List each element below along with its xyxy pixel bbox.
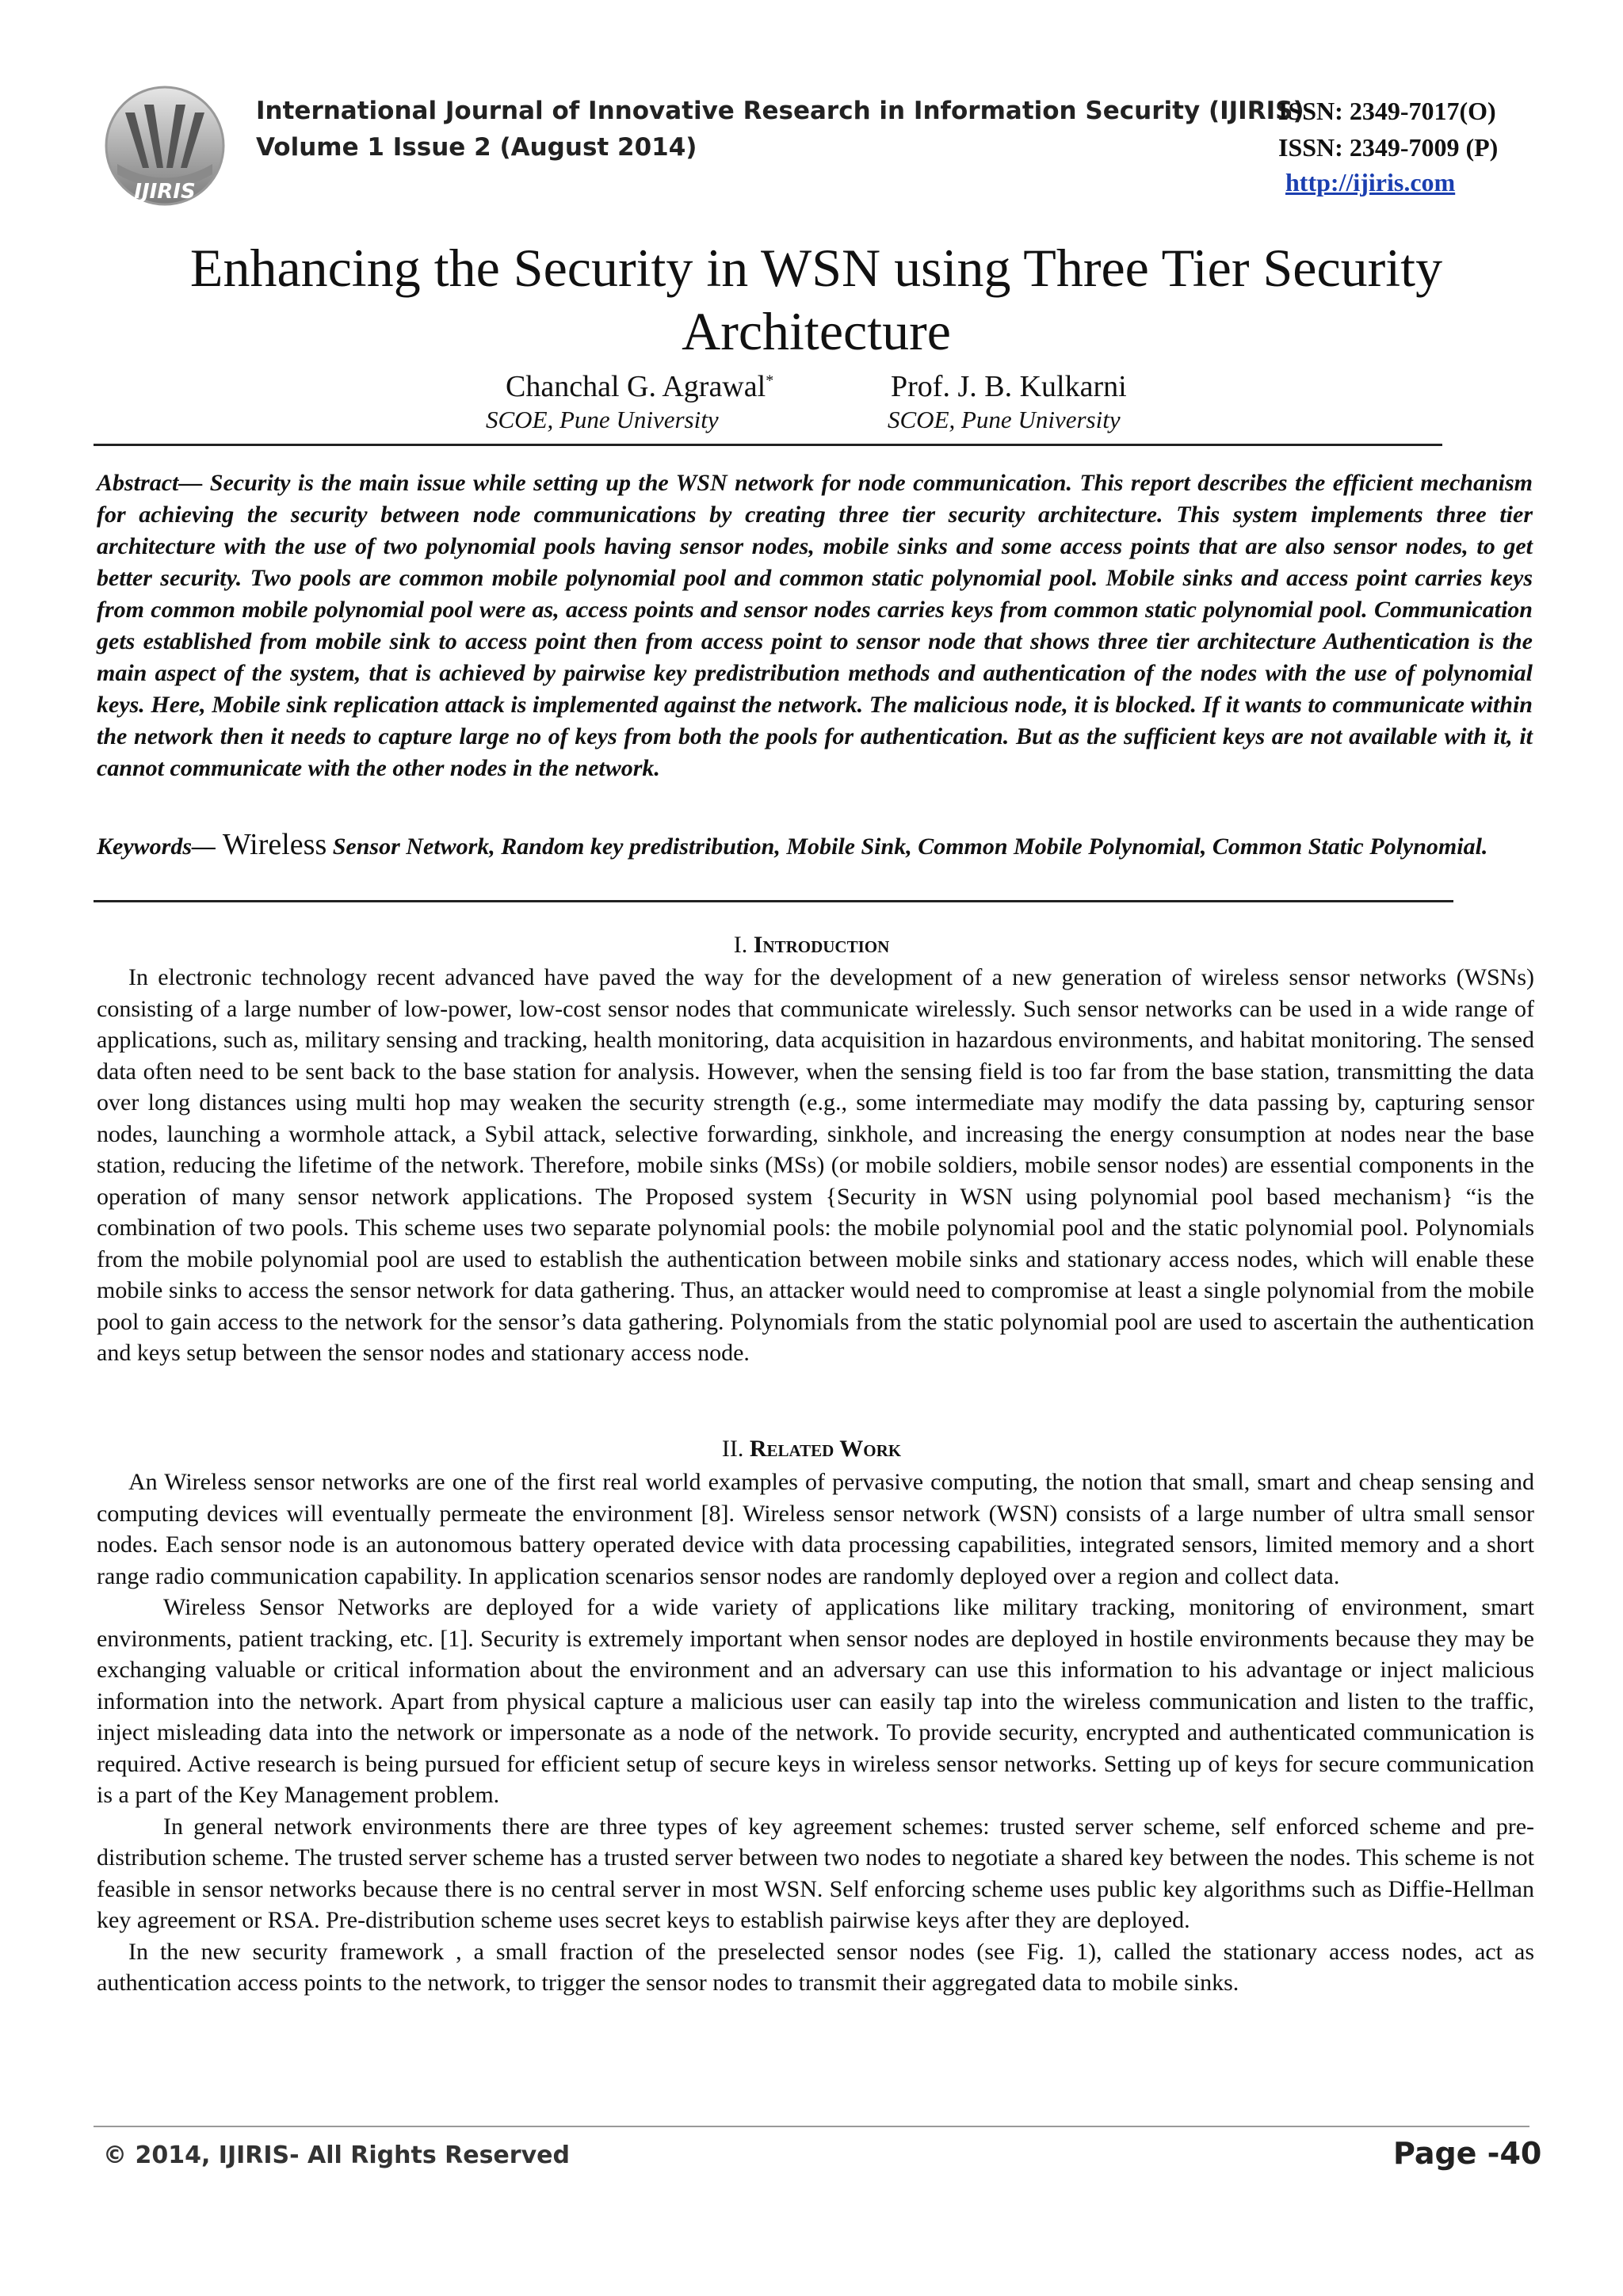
section-heading-introduction — [0, 932, 1623, 959]
abstract-divider — [94, 900, 1453, 902]
journal-volume: Volume 1 Issue 2 (August 2014) — [256, 133, 697, 162]
paragraph: In general network environments there are three types of key agreement schemes: trusted server scheme, self enforced scheme and pre-distribution scheme. The trusted server scheme has a trusted server between two nodes to negotiate a shared key between the nodes. This scheme is not feasible in sensor networks because there is no central server in most WSN. Self enforcing scheme uses public key algorithms such as Diffie-Hellman key agreement or RSA. Pre-distribution scheme uses secret keys to establish pairwise keys after they are deployed. — [97, 1813, 1534, 1933]
journal-url-link[interactable]: http://ijiris.com — [1285, 168, 1456, 196]
paragraph: An Wireless sensor networks are one of the first real world examples of pervasive computing, the notion that small, smart and cheap sensing and computing devices will eventually permeate the environment [8]. Wireless sensor network (WSN) consists of a large number of ultra small sensor nodes. Each sensor node is an autonomous battery operated device with data processing capabilities, integrated sensors, limited memory and a short range radio communication capability. In application scenarios sensor nodes are randomly deployed over a region and collect data. — [97, 1469, 1534, 1589]
footer-divider — [94, 2126, 1529, 2127]
author-2 — [891, 369, 1127, 404]
section-number: II. — [721, 1436, 744, 1462]
paragraph: In the new security framework , a small fraction of the preselected sensor nodes (see Fig. 1), called the stationary access nodes, act as authentication access points to the network, to trigger the sensor nodes to transmit their aggregated data to mobile sinks. — [97, 1938, 1534, 1996]
issn-print: ISSN: 2349-7009 (P) — [1278, 133, 1499, 162]
journal-name: International Journal of Innovative Research in Information Security (IJIRIS) — [256, 97, 1304, 125]
title-divider — [94, 444, 1442, 446]
keywords-label: Keywords— — [97, 833, 216, 860]
author-2-name: Prof. J. B. Kulkarni — [891, 370, 1127, 403]
paragraph: Wireless Sensor Networks are deployed for a wide variety of applications like military tracking, monitoring of environment, smart environments, patient tracking, etc. [1]. Security is extremely important when sensor nodes are deployed in hostile environments because they may be exchanging valuable or critical information about the environment and an adversary can use this information to his advantage or inject malicious information into the network. Apart from physical capture a malicious user can easily tap into the wireless communication and listen to the traffic, inject misleading data into the network or impersonate as a node of the network. To provide security, encrypted and authenticated communication is required. Active research is being pursued for efficient setup of secure keys in wireless sensor networks. Setting up of keys for secure communication is a part of the Key Management problem. — [97, 1594, 1534, 1808]
issn-online: ISSN: 2349-7017(O) — [1278, 97, 1496, 125]
page-number: Page -40 — [1393, 2136, 1542, 2171]
keywords-first: Wireless — [216, 828, 327, 861]
author-2-affiliation: SCOE, Pune University — [888, 406, 1121, 433]
keywords — [97, 829, 1533, 863]
section-body-related-work — [97, 1466, 1534, 1999]
author-1-affiliation: SCOE, Pune University — [486, 406, 719, 433]
section-heading-related-work — [0, 1436, 1623, 1463]
section-number: I. — [733, 932, 748, 958]
section-body-introduction — [97, 962, 1534, 1369]
section-title: Introduction — [753, 932, 890, 958]
journal-logo — [94, 81, 236, 215]
author-1-mark: * — [766, 372, 774, 390]
logo-text: IJIRIS — [134, 180, 196, 204]
author-1-name: Chanchal G. Agrawal — [506, 370, 766, 403]
keywords-rest: Sensor Network, Random key predistribution, Mobile Sink, Common Mobile Polynomial, Common Static Polynomial. — [327, 833, 1488, 860]
author-1 — [506, 369, 773, 404]
section-title: Related Work — [749, 1436, 902, 1462]
paragraph: In electronic technology recent advanced have paved the way for the development of a new generation of wireless sensor networks (WSNs) consisting of a large number of low-power, low-cost sensor nodes that communicate wirelessly. Such sensor networks can be used in a wide range of applications, such as, military sensing and tracking, health monitoring, data acquisition in hazardous environments, and habitat monitoring. The sensed data often need to be sent back to the base station for analysis. However, when the sensing field is too far from the base station, transmitting the data over long distances using multi hop may weaken the security strength (e.g., some intermediate may modify the data passing by, capturing sensor nodes, launching a wormhole attack, a Sybil attack, selective forwarding, sinkhole, and increasing the energy consumption at nodes near the base station, reducing the lifetime of the network. Therefore, mobile sinks (MSs) (or mobile soldiers, mobile sensor nodes) are essential components in the operation of many sensor network applications. The Proposed system {Security in WSN using polynomial pool based mechanism} “is the combination of two pools. This scheme uses two separate polynomial pools: the mobile polynomial pool and the static polynomial pool. Polynomials from the mobile polynomial pool are used to establish the authentication between mobile sinks and stationary access nodes, which will enable these mobile sinks to access the sensor network for data gathering. Thus, an attacker would need to compromise at least a single polynomial from the mobile pool to gain access to the network for the sensor’s data gathering. Polynomials from the static polynomial pool are used to ascertain the authentication and keys setup between the sensor nodes and stationary access node. — [97, 964, 1534, 1366]
footer-copyright: © 2014, IJIRIS- All Rights Reserved — [103, 2142, 570, 2169]
abstract: Abstract— Security is the main issue while setting up the WSN network for node communication. This report describes the efficient mechanism for achieving the security between node communications by creating three tier security architecture. This system implements three tier architecture with the use of two polynomial pools having sensor nodes, mobile sinks and some access points that are also sensor nodes, to get better security. Two pools are common mobile polynomial pool and common static polynomial pool. Mobile sinks and access point carries keys from common mobile polynomial pool were as, access points and sensor nodes carries keys from common static polynomial pool. Communication gets established from mobile sink to access point then from access point to sensor node that shows three tier architecture Authentication is the main aspect of the system, that is achieved by pairwise key predistribution methods and authentication of the nodes with the use of polynomial keys. Here, Mobile sink replication attack is implemented against the network. The malicious node, it is blocked. If it wants to communicate within the network then it needs to capture large no of keys from both the pools for authentication. But as the sufficient keys are not available with it, it cannot communicate with the other nodes in the network. — [97, 470, 1533, 781]
paper-title: Enhancing the Security in WSN using Three Tier Security Architecture — [189, 238, 1443, 361]
